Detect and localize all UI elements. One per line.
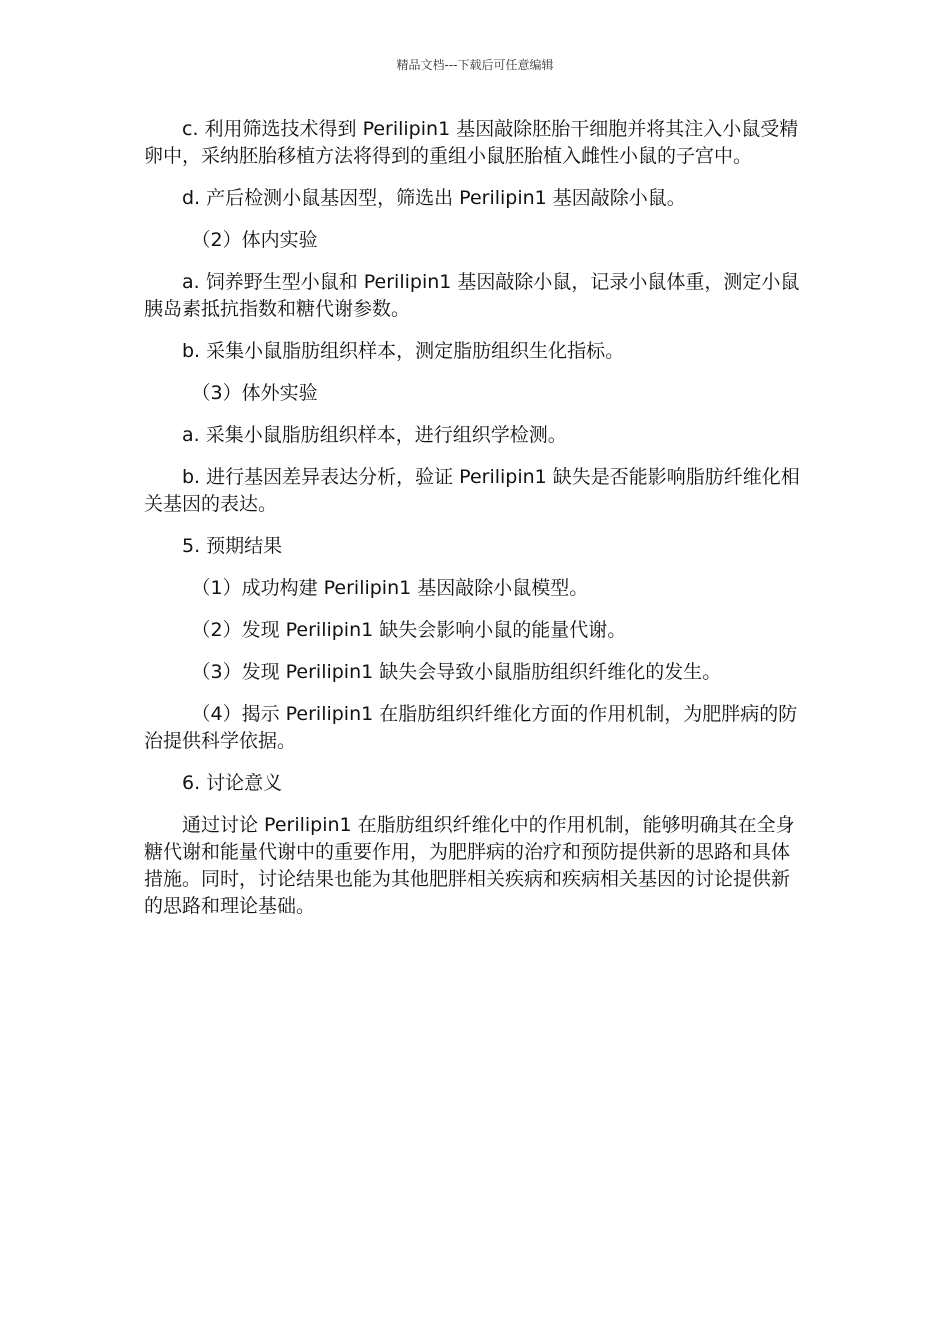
paragraph-result-1: （1）成功构建 Perilipin1 基因敲除小鼠模型。 xyxy=(191,577,589,599)
heading-expected-results: 5. 预期结果 xyxy=(182,535,283,557)
heading-discussion-significance: 6. 讨论意义 xyxy=(182,772,283,794)
page-header: 精品文档---下载后可任意编辑 xyxy=(396,58,554,72)
heading-in-vivo-experiment: （2）体内实验 xyxy=(191,229,318,251)
heading-in-vitro-experiment: （3）体外实验 xyxy=(191,382,318,404)
paragraph-result-2: （2）发现 Perilipin1 缺失会影响小鼠的能量代谢。 xyxy=(191,619,627,641)
paragraph-in-vitro-a: a. 采集小鼠脂肪组织样本，进行组织学检测。 xyxy=(182,424,567,446)
paragraph-in-vitro-b: b. 进行基因差异表达分析，验证 Perilipin1 缺失是否能影响脂肪纤维化相关基因的表达。 xyxy=(144,466,800,515)
document-body xyxy=(144,116,806,935)
paragraph-in-vivo-a: a. 饲养野生型小鼠和 Perilipin1 基因敲除小鼠，记录小鼠体重，测定小鼠胰岛素抵抗指数和糖代谢参数。 xyxy=(144,271,800,320)
paragraph-step-d: d. 产后检测小鼠基因型，筛选出 Perilipin1 基因敲除小鼠。 xyxy=(182,187,686,209)
paragraph-result-3: （3）发现 Perilipin1 缺失会导致小鼠脂肪组织纤维化的发生。 xyxy=(191,661,722,683)
paragraph-in-vivo-b: b. 采集小鼠脂肪组织样本，测定脂肪组织生化指标。 xyxy=(182,340,625,362)
paragraph-discussion: 通过讨论 Perilipin1 在脂肪组织纤维化中的作用机制，能够明确其在全身糖代谢和能量代谢中的重要作用，为肥胖病的治疗和预防提供新的思路和具体措施。同时，讨论结果也能为其他肥胖相关疾病和疾病相关基因的讨论提供新的思路和理论基础。 xyxy=(144,814,795,917)
paragraph-step-c: c. 利用筛选技术得到 Perilipin1 基因敲除胚胎干细胞并将其注入小鼠受精卵中，采纳胚胎移植方法将得到的重组小鼠胚胎植入雌性小鼠的子宫中。 xyxy=(144,118,799,167)
paragraph-result-4: （4）揭示 Perilipin1 在脂肪组织纤维化方面的作用机制，为肥胖病的防治提供科学依据。 xyxy=(144,703,798,752)
